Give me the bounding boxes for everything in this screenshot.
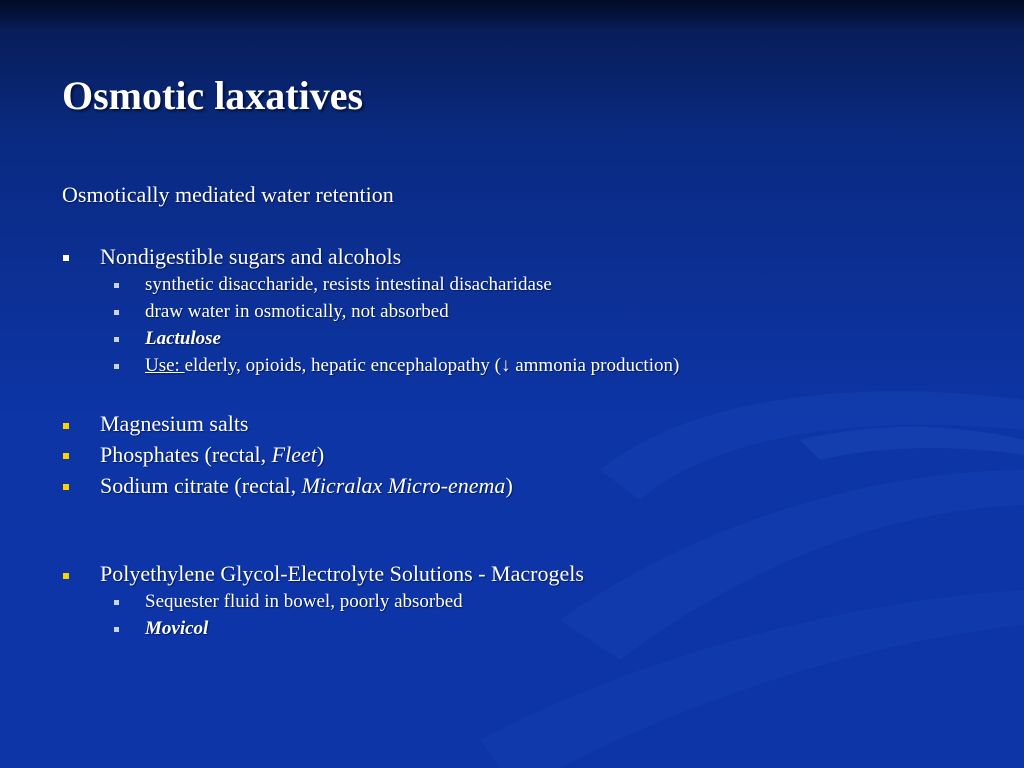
phosphates-suffix: ) (316, 442, 325, 467)
subbullet-sequester-fluid: Sequester fluid in bowel, poorly absorbed (145, 591, 463, 612)
subbullet-draw-water: draw water in osmotically, not absorbed (145, 301, 449, 322)
subbullet-synthetic-disaccharide: synthetic disaccharide, resists intestinal disacharidase (145, 274, 552, 295)
bullet-sodium-citrate (100, 473, 513, 499)
slide-title: Osmotic laxatives (62, 73, 364, 118)
square-bullet-icon (114, 283, 119, 288)
square-bullet-icon (63, 484, 69, 490)
sodium-citrate-prefix: Sodium citrate (rectal, (100, 473, 302, 498)
phosphates-brand: Fleet (271, 442, 317, 467)
use-label: Use: (145, 355, 185, 376)
square-bullet-icon (114, 364, 119, 369)
bullet-polyethylene-glycol: Polyethylene Glycol-Electrolyte Solutions - Macrogels (100, 561, 584, 586)
subbullet-use (145, 355, 679, 377)
square-bullet-icon (63, 453, 69, 459)
bullet-phosphates (100, 442, 324, 468)
phosphates-prefix: Phosphates (rectal, (100, 442, 272, 467)
square-bullet-icon (63, 573, 69, 579)
square-bullet-icon (63, 423, 69, 429)
bullet-nondigestible-sugars: Nondigestible sugars and alcohols (100, 244, 402, 269)
slide-subtitle: Osmotically mediated water retention (62, 182, 394, 207)
square-bullet-icon (114, 337, 119, 342)
square-bullet-icon (114, 600, 119, 605)
bullet-magnesium-salts: Magnesium salts (100, 411, 249, 436)
sodium-citrate-brand: Micralax Micro-enema (301, 473, 506, 498)
use-text: elderly, opioids, hepatic encephalopathy (↓ ammonia production) (184, 355, 680, 376)
subbullet-movicol: Movicol (145, 618, 209, 639)
square-bullet-icon (63, 255, 69, 261)
sodium-citrate-suffix: ) (505, 473, 513, 498)
square-bullet-icon (114, 627, 119, 632)
square-bullet-icon (114, 310, 119, 315)
subbullet-lactulose: Lactulose (145, 328, 221, 349)
